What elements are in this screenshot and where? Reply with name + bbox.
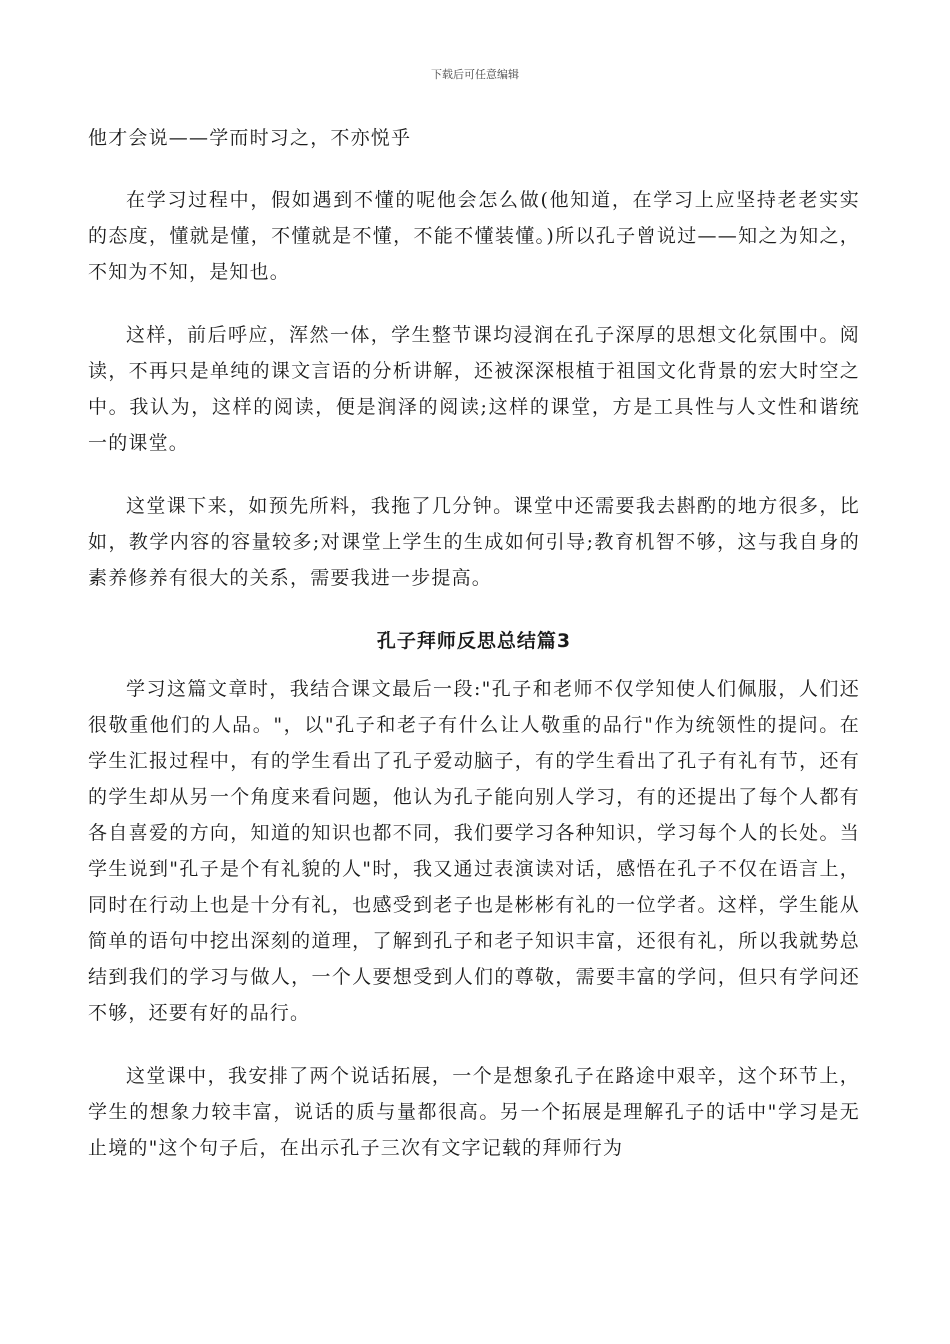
page-header: 下载后可任意编辑: [431, 68, 519, 81]
paragraph: 在学习过程中，假如遇到不懂的呢他会怎么做(他知道，在学习上应坚持老老实实的态度，懂就是懂，不懂就是不懂，不能不懂装懂。)所以孔子曾说过——知之为知之，不知为不知，是知也。: [88, 189, 860, 283]
document-body: [88, 120, 860, 1193]
paragraph: 这堂课下来，如预先所料，我拖了几分钟。课堂中还需要我去斟酌的地方很多，比如，教学内容的容量较多;对课堂上学生的生成如何引导;教育机智不够，这与我自身的素养修养有很大的关系，需要我进一步提高。: [88, 495, 860, 589]
paragraph: 这堂课中，我安排了两个说话拓展，一个是想象孔子在路途中艰辛，这个环节上，学生的想象力较丰富，说话的质与量都很高。另一个拓展是理解孔子的话中"学习是无止境的"这个句子后，在出示孔子三次有文字记载的拜师行为: [88, 1065, 860, 1159]
section-title: 孔子拜师反思总结篇3: [376, 630, 572, 652]
paragraph: 这样，前后呼应，浑然一体，学生整节课均浸润在孔子深厚的思想文化氛围中。阅读，不再只是单纯的课文言语的分析讲解，还被深深根植于祖国文化背景的宏大时空之中。我认为，这样的阅读，便是润泽的阅读;这样的课堂，方是工具性与人文性和谐统一的课堂。: [88, 324, 860, 454]
paragraph-continuation: 他才会说——学而时习之，不亦悦乎: [88, 127, 412, 149]
paragraph: 学习这篇文章时，我结合课文最后一段:"孔子和老师不仅学知使人们佩服，人们还很敬重他们的人品。"，以"孔子和老子有什么让人敬重的品行"作为统领性的提问。在学生汇报过程中，有的学生看出了孔子爱动脑子，有的学生看出了孔子有礼有节，还有的学生却从另一个角度来看问题，他认为孔子能向别人学习，有的还提出了每个人都有各自喜爱的方向，知道的知识也都不同，我们要学习各种知识，学习每个人的长处。当学生说到"孔子是个有礼貌的人"时，我又通过表演读对话，感悟在孔子不仅在语言上，同时在行动上也是十分有礼，也感受到老子也是彬彬有礼的一位学者。这样，学生能从简单的语句中挖出深刻的道理，了解到孔子和老子知识丰富，还很有礼，所以我就势总结到我们的学习与做人，一个人要想受到人们的尊敬，需要丰富的学问，但只有学问还不够，还要有好的品行。: [88, 678, 860, 1024]
